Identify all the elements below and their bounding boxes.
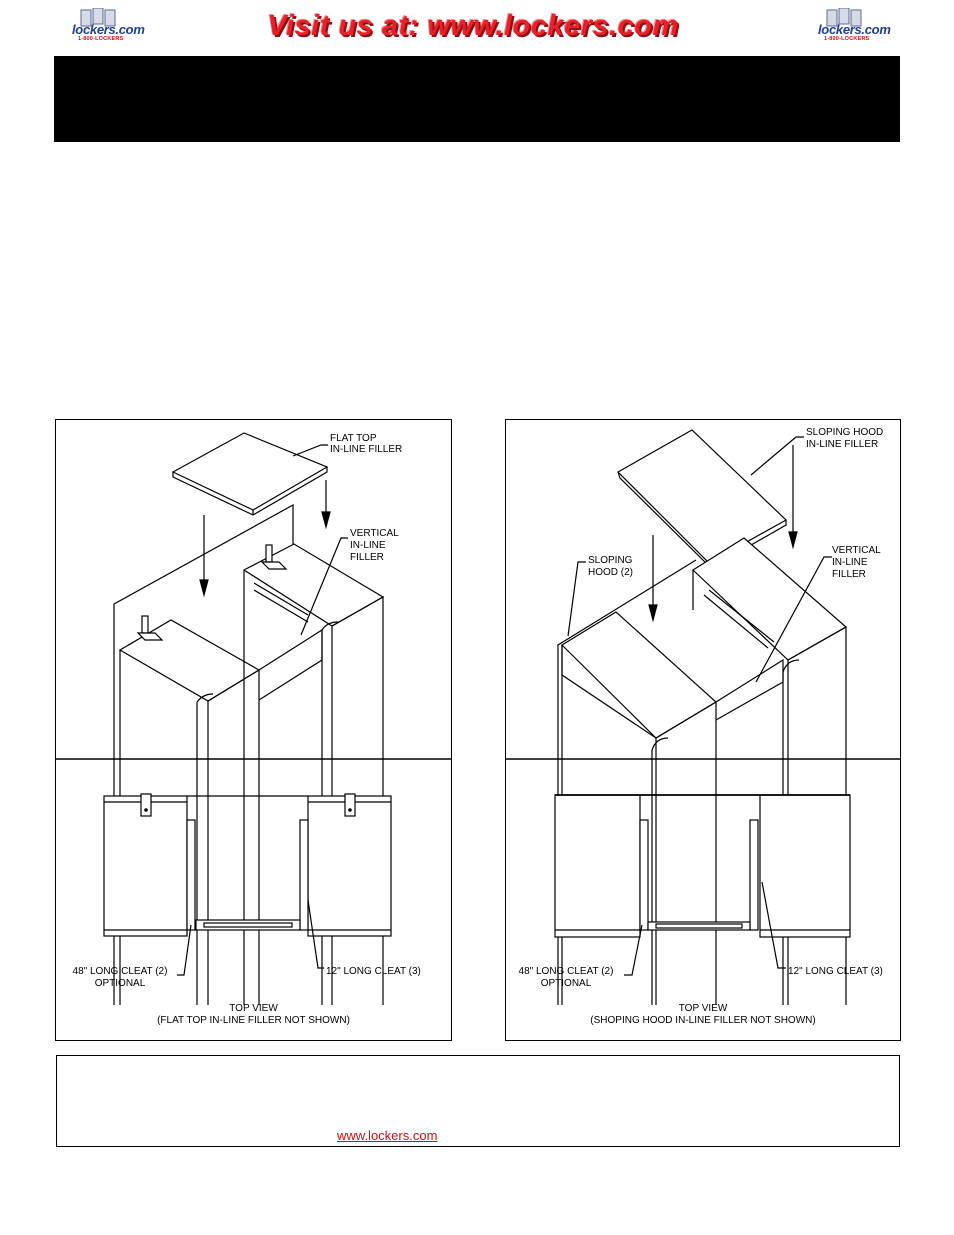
lockers-logo-right[interactable]	[818, 8, 898, 44]
top-view-note: (SHOPING HOOD IN-LINE FILLER NOT SHOWN)	[590, 1015, 816, 1026]
visit-us-link[interactable]: Visit us at: www.lockers.com	[267, 10, 679, 42]
top-view-caption: TOP VIEW	[678, 1003, 728, 1014]
sloping-filler-label-line2: IN-LINE FILLER	[806, 439, 879, 450]
flat-top-top-view	[104, 794, 391, 936]
cleat-48-optional-label: OPTIONAL	[94, 978, 146, 989]
flat-top-filler-panel	[173, 433, 327, 515]
sloping-filler-panel	[618, 430, 786, 568]
vertical-filler-label-line1: VERTICAL	[350, 528, 399, 539]
sloping-hood-isometric-drawing	[506, 420, 900, 1040]
vertical-filler-label-line2: IN-LINE	[350, 540, 386, 551]
footer-box	[56, 1055, 900, 1147]
top-view-note: (FLAT TOP IN-LINE FILLER NOT SHOWN)	[157, 1015, 350, 1026]
flat-top-figure-panel	[55, 419, 452, 1041]
sloping-filler-label-line1: SLOPING HOOD	[806, 427, 884, 438]
sloping-hood-label-line2: HOOD (2)	[588, 567, 633, 578]
sloping-hood-top-view	[555, 795, 850, 937]
flat-top-isometric-drawing	[56, 420, 451, 1040]
sloping-hood-label-line1: SLOPING	[588, 555, 633, 566]
title-banner	[54, 56, 900, 142]
flat-top-filler-label-line2: IN-LINE FILLER	[330, 444, 403, 455]
logo-wordmark: lockers.com	[818, 22, 891, 37]
footer-website-link[interactable]: www.lockers.com	[337, 1128, 438, 1143]
vertical-filler-label-line1: VERTICAL	[832, 545, 881, 556]
logo-wordmark: lockers.com	[72, 22, 145, 37]
cleat-12-label: 12" LONG CLEAT (3)	[326, 966, 421, 977]
vertical-filler-label-line3: FILLER	[832, 569, 866, 580]
cleat-48-label: 48" LONG CLEAT (2)	[72, 966, 168, 977]
logo-phone: 1-800-LOCKERS	[824, 36, 870, 42]
cleat-12-label: 12" LONG CLEAT (3)	[788, 966, 883, 977]
cleat-48-optional-label: OPTIONAL	[540, 978, 592, 989]
logo-phone: 1-800-LOCKERS	[78, 36, 124, 42]
sloping-hood-figure-panel	[505, 419, 901, 1041]
top-view-caption: TOP VIEW	[229, 1003, 278, 1014]
lockers-logo-left[interactable]	[72, 8, 152, 44]
vertical-filler-label-line2: IN-LINE	[832, 557, 868, 568]
cleat-48-label: 48" LONG CLEAT (2)	[518, 966, 614, 977]
vertical-filler-label-line3: FILLER	[350, 552, 384, 563]
flat-top-filler-label-line1: FLAT TOP	[330, 433, 377, 444]
